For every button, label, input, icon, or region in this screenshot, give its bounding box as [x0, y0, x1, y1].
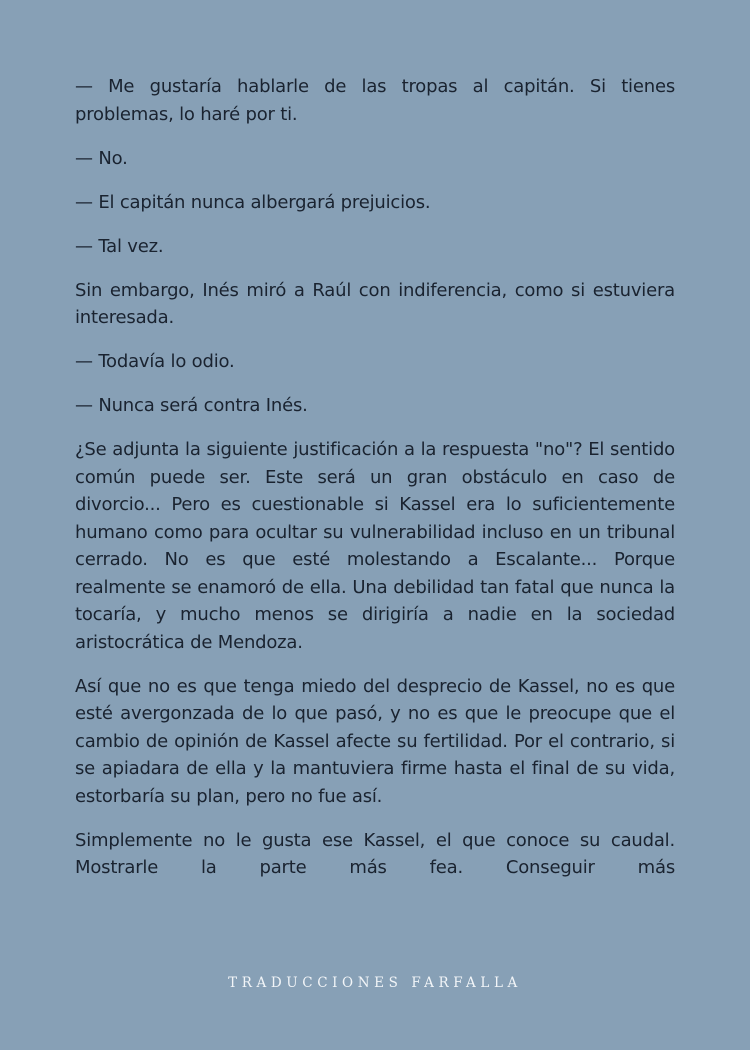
- dialogue-paragraph: — Tal vez.: [75, 235, 164, 257]
- dialogue-paragraph: — El capitán nunca albergará prejuicios.: [75, 191, 431, 213]
- page-body: [75, 73, 675, 898]
- dialogue-paragraph: — Nunca será contra Inés.: [75, 395, 308, 416]
- dialogue-paragraph: — No.: [75, 147, 128, 169]
- translator-credit: TRADUCCIONES FARFALLA: [228, 975, 522, 991]
- dialogue-paragraph: — Todavía lo odio.: [75, 351, 235, 372]
- narration-paragraph: ¿Se adjunta la siguiente justificación a la respuesta "no"? El sentido común puede ser. Este será un gran obstáculo en caso de divorcio... Pero es cuestionable si Kassel era lo suficientemente humano como para ocultar su vulnerabilidad incluso en un tribunal cerrado. No es que esté molestando a Escalante... Porque realmente se enamoró de ella. Una debilidad tan fatal que nunca la tocaría, y mucho menos se dirigiría a nadie en la sociedad aristocrática de Mendoza.: [75, 439, 675, 653]
- narration-paragraph: Sin embargo, Inés miró a Raúl con indiferencia, como si estuviera interesada.: [75, 279, 675, 328]
- narration-paragraph: Simplemente no le gusta ese Kassel, el que conoce su caudal. Mostrarle la parte más fea. Conseguir más: [75, 829, 675, 878]
- narration-paragraph: Así que no es que tenga miedo del desprecio de Kassel, no es que esté avergonzada de lo que pasó, y no es que le preocupe que el cambio de opinión de Kassel afecte su fertilidad. Por el contrario, si se apiadara de ella y la mantuviera firme hasta el final de su vida, estorbaría su plan, pero no fue así.: [75, 675, 675, 807]
- dialogue-paragraph: — Me gustaría hablarle de las tropas al capitán. Si tienes problemas, lo haré por ti.: [75, 76, 675, 125]
